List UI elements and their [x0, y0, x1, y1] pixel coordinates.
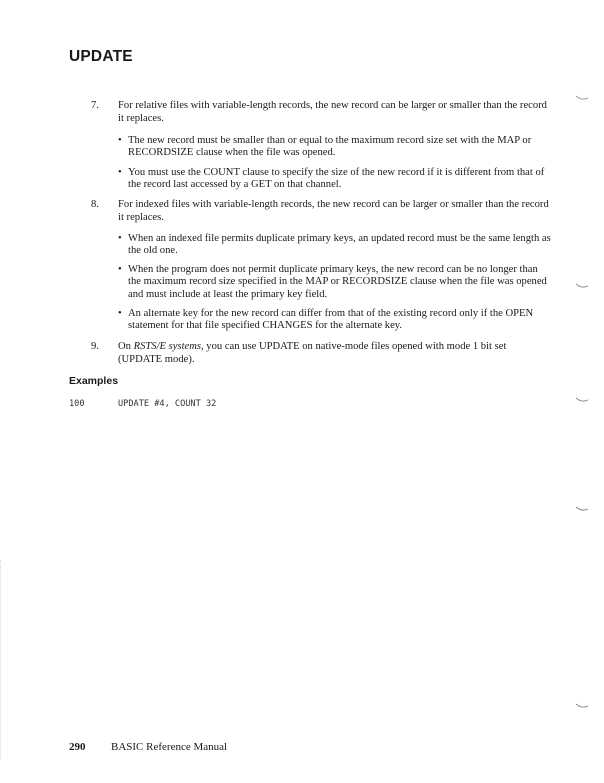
bullet-text: The new record must be smaller than or equal to the maximum record size set with the MAP or RECORDSIZE clause when the file was opened. — [128, 135, 532, 159]
bullet-text: An alternate key for the new record can differ from that of the existing record only if the OPEN statement for that file specified CHANGES for the alternate key. — [128, 308, 534, 332]
item-text — [118, 341, 553, 366]
bullet-icon: • — [118, 233, 122, 244]
item-text: For relative files with variable-length records, the new record can be larger or smaller than the record it replaces. — [118, 100, 547, 124]
bullet-icon: • — [118, 264, 122, 275]
bullet-text: When an indexed file permits duplicate primary keys, an updated record must be the same length as the old one. — [128, 233, 551, 257]
item-text-prefix: On — [118, 341, 134, 352]
bullet-icon: • — [118, 308, 122, 319]
item-number: 8. — [91, 199, 99, 210]
bullet-text: When the program does not permit duplicate primary keys, the new record can be no longer than the maximum record size specified in the MAP or RECORDSIZE clause when the file was opened and must include at least the primary key field. — [128, 264, 547, 300]
item-text-emphasis: RSTS/E systems — [133, 341, 201, 352]
page-number: 290 — [69, 741, 86, 753]
item-number: 7. — [91, 100, 99, 111]
item-text: For indexed files with variable-length records, the new record can be larger or smaller than the record it replaces. — [118, 199, 549, 223]
code-statement: UPDATE #4, COUNT 32 — [118, 399, 217, 409]
margin-mark-icon — [576, 506, 588, 512]
bullet-icon: • — [118, 167, 122, 178]
code-example — [69, 399, 217, 439]
section-heading: UPDATE — [69, 48, 133, 65]
page-footer — [69, 741, 228, 753]
item-text-suffix: , you can use UPDATE on native-mode files opened with mode 1 bit set (UPDATE mode). — [118, 341, 507, 365]
item-number: 9. — [91, 341, 99, 352]
margin-mark-icon — [576, 283, 588, 289]
manual-title: BASIC Reference Manual — [111, 741, 228, 753]
margin-mark-icon — [576, 397, 588, 403]
bullet-icon: • — [118, 135, 122, 146]
scan-edge-divider — [0, 560, 3, 760]
examples-heading: Examples — [69, 375, 119, 387]
bullet-text: You must use the COUNT clause to specify the size of the new record if it is different from that of the record last accessed by a GET on that channel. — [128, 167, 545, 191]
code-line-number: 100 — [69, 399, 85, 409]
margin-mark-icon — [576, 95, 588, 101]
margin-mark-icon — [576, 703, 588, 709]
